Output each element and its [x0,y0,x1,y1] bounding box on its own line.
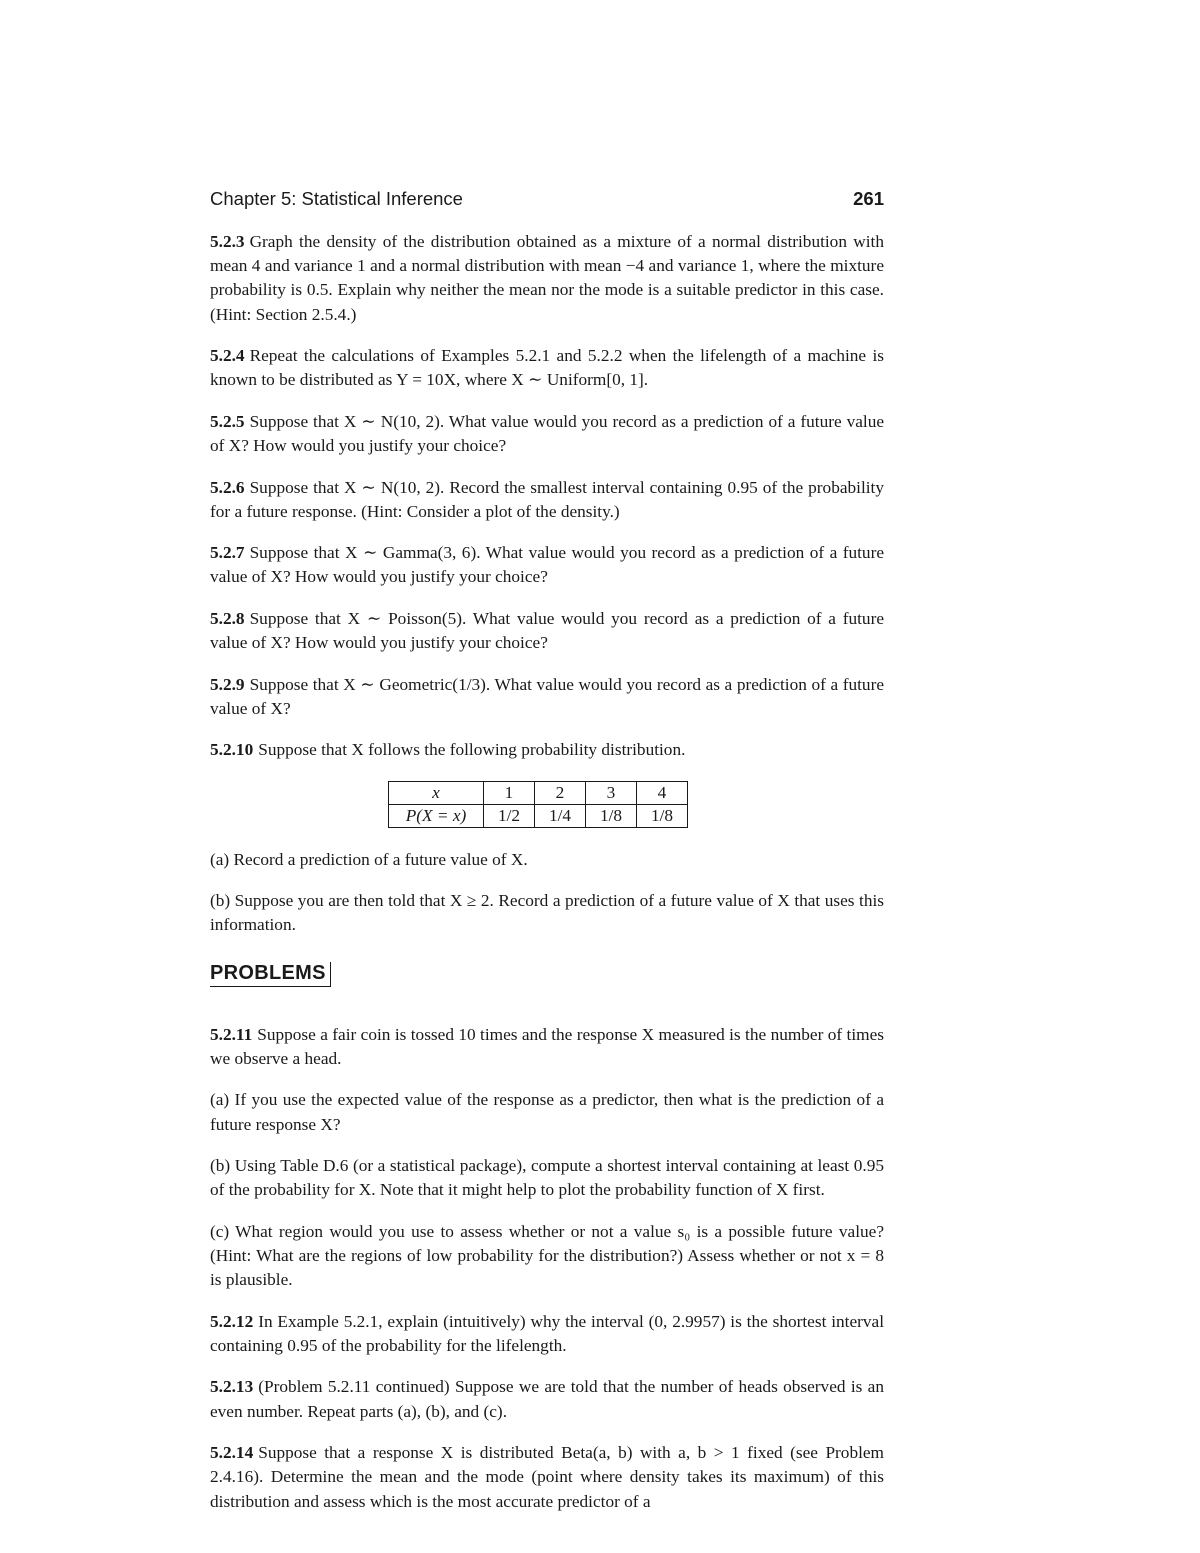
exercise-part: (a) Record a prediction of a future value of X. [210,849,528,869]
section-heading: PROBLEMS [210,962,331,987]
problem-item: (a) If you use the expected value of the response as a predictor, then what is the prediction of a future response X? [210,1090,884,1134]
table-cell: 3 [586,781,637,804]
exercise-item: 5.2.3 Graph the density of the distribution obtained as a mixture of a normal distribution with mean 4 and variance 1 and a normal distribution with mean −4 and variance 1, where the mixture probability is 0.5. Explain why neither the mean nor the mode is a suitable predictor in this case. (Hint: Section 2.5.4.) [210,232,884,324]
table-cell: 1/4 [535,804,586,827]
exercise-parts [210,848,884,938]
exercise-item: 5.2.8 Suppose that X ∼ Poisson(5). What value would you record as a prediction of a future value of X? How would you justify your choice? [210,608,884,653]
exercise-item: 5.2.10 Suppose that X follows the following probability distribution. [210,740,686,760]
table-cell: 1 [484,781,535,804]
table-cell: 4 [637,781,688,804]
exercise-item: 5.2.5 Suppose that X ∼ N(10, 2). What value would you record as a prediction of a future value of X? How would you justify your choice? [210,411,884,456]
table-cell: P(X = x) [389,804,484,827]
exercise-item: 5.2.7 Suppose that X ∼ Gamma(3, 6). What value would you record as a prediction of a future value of X? How would you justify your choice? [210,543,884,587]
exercise-item: 5.2.9 Suppose that X ∼ Geometric(1/3). What value would you record as a prediction of a future value of X? [210,674,884,718]
table-cell: 1/8 [637,804,688,827]
page-number: 261 [853,188,884,209]
table-row [389,781,688,804]
problem-list [210,1023,884,1514]
table-cell: x [389,781,484,804]
exercise-item: 5.2.6 Suppose that X ∼ N(10, 2). Record the smallest interval containing 0.95 of the probability for a future response. (Hint: Consider a plot of the density.) [210,477,884,521]
problem-item: 5.2.13 (Problem 5.2.11 continued) Suppose we are told that the number of heads observed is an even number. Repeat parts (a), (b), and (c). [210,1377,884,1421]
running-head [210,188,884,210]
problem-item: 5.2.12 In Example 5.2.1, explain (intuitively) why the interval (0, 2.9957) is the shortest interval containing 0.95 of the probability for the lifelength. [210,1311,884,1355]
problem-item: (c) What region would you use to assess whether or not a value s₀ is a possible future value? (Hint: What are the regions of low probability for the distribution?) Assess whether or not x = 8 is plausible. [210,1221,884,1290]
table-cell: 2 [535,781,586,804]
problem-item: 5.2.11 Suppose a fair coin is tossed 10 times and the response X measured is the number of times we observe a head. [210,1024,884,1068]
table-row [389,804,688,827]
exercise-part: (b) Suppose you are then told that X ≥ 2. Record a prediction of a future value of X that uses this information. [210,891,884,935]
exercise-list [210,230,884,763]
page [210,188,884,1517]
table-cell: 1/2 [484,804,535,827]
chapter-title: Chapter 5: Statistical Inference [210,188,463,209]
probability-table [388,781,688,828]
problem-item: (b) Using Table D.6 (or a statistical package), compute a shortest interval containing at least 0.95 of the probability for X. Note that it might help to plot the probability function of X first. [210,1156,884,1200]
exercise-item: 5.2.4 Repeat the calculations of Examples 5.2.1 and 5.2.2 when the lifelength of a machine is known to be distributed as Y = 10X, where X ∼ Uniform[0, 1]. [210,346,884,390]
table-cell: 1/8 [586,804,637,827]
problem-item: 5.2.14 Suppose that a response X is distributed Beta(a, b) with a, b > 1 fixed (see Problem 2.4.16). Determine the mean and the mode (point where density takes its maximum) of this distribution and assess which is the most accurate predictor of a [210,1443,884,1511]
